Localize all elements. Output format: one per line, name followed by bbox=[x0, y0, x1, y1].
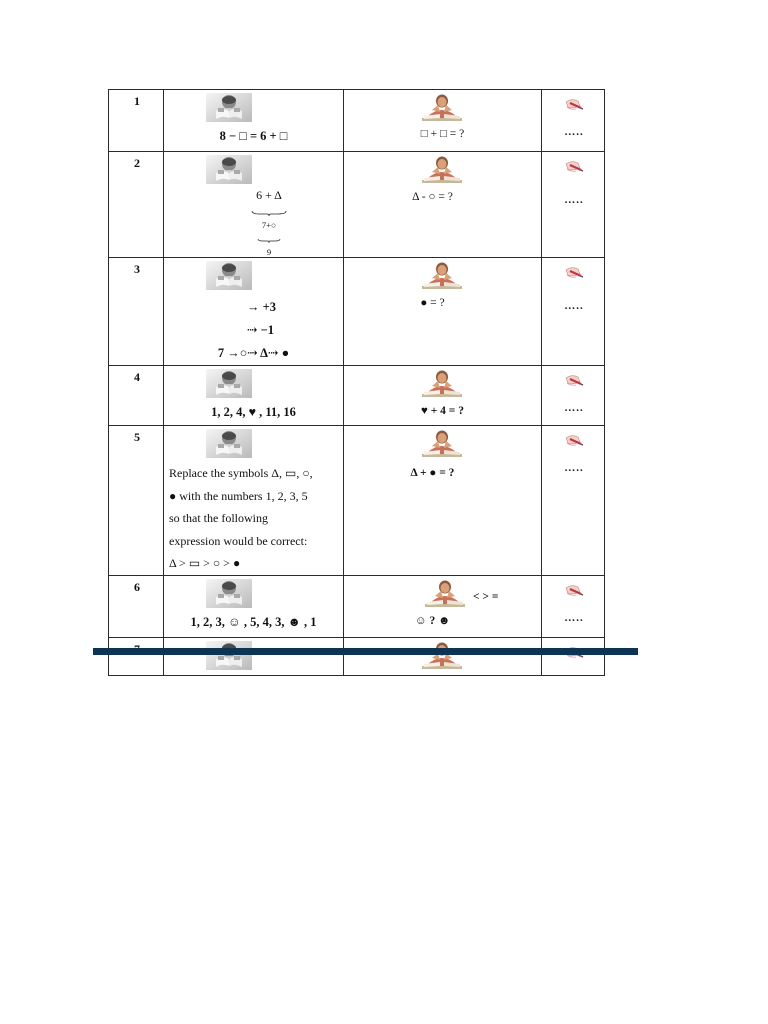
task-expression: 1, 2, 4, ♥ , 11, 16 bbox=[211, 405, 296, 419]
answer-cell[interactable] bbox=[542, 576, 605, 638]
pencil-icon bbox=[564, 98, 584, 112]
reading-child-icon bbox=[206, 93, 252, 122]
pencil-icon bbox=[564, 584, 584, 598]
task-cell bbox=[164, 90, 344, 152]
answer-blank[interactable]: ….. bbox=[564, 126, 584, 138]
chain-line: → +3 bbox=[247, 300, 276, 314]
answer-cell[interactable] bbox=[542, 426, 605, 576]
brace-top-text: 6 + Δ bbox=[256, 188, 282, 202]
row-number-cell bbox=[109, 90, 164, 152]
row-number-cell bbox=[109, 366, 164, 426]
row-number: 5 bbox=[134, 430, 140, 444]
question-cell bbox=[344, 638, 542, 676]
underbrace-icon bbox=[251, 211, 287, 216]
question-cell bbox=[344, 576, 542, 638]
answer-cell[interactable] bbox=[542, 152, 605, 258]
question-cell bbox=[344, 152, 542, 258]
task-cell bbox=[164, 638, 344, 676]
brace-sub-result: 9 bbox=[266, 247, 272, 257]
question-text: ● = ? bbox=[420, 297, 445, 309]
exercise-table bbox=[108, 89, 605, 676]
question-text-bold: ♥ + 4 = ? bbox=[421, 405, 464, 417]
task-cell bbox=[164, 366, 344, 426]
table-row bbox=[109, 366, 605, 426]
answer-cell[interactable] bbox=[542, 258, 605, 366]
brace-expression bbox=[229, 188, 309, 257]
question-cell bbox=[344, 426, 542, 576]
answer-blank[interactable]: ….. bbox=[564, 194, 584, 206]
worksheet bbox=[108, 89, 604, 650]
instruction-line: Δ > ▭ > ○ > ● bbox=[169, 556, 241, 570]
answer-blank[interactable]: ….. bbox=[564, 612, 584, 624]
pencil-icon bbox=[564, 160, 584, 174]
reading-child-icon bbox=[206, 155, 252, 184]
row-number: 6 bbox=[134, 580, 140, 594]
instruction-line: so that the following bbox=[169, 511, 268, 525]
table-row bbox=[109, 426, 605, 576]
question-cell bbox=[344, 258, 542, 366]
thinking-child-icon bbox=[420, 640, 464, 671]
table-row bbox=[109, 576, 605, 638]
instruction-line: expression would be correct: bbox=[169, 533, 308, 548]
row-number: 1 bbox=[134, 94, 140, 108]
question-text: □ + □ = ? bbox=[420, 128, 465, 140]
row-number: 4 bbox=[134, 370, 140, 384]
task-cell bbox=[164, 152, 344, 258]
comparison-signs: < > = bbox=[473, 591, 499, 603]
question-text bbox=[324, 467, 541, 479]
row-number: 3 bbox=[134, 262, 140, 276]
instruction-paragraph bbox=[164, 458, 343, 575]
thinking-child-icon bbox=[420, 260, 464, 291]
question-text-bold: ☺ ? ☻ bbox=[414, 615, 451, 627]
row-number-cell bbox=[109, 426, 164, 576]
instruction-line: ● with the numbers 1, 2, 3, 5 bbox=[169, 488, 308, 503]
chain-line: ⇢ −1 bbox=[247, 323, 274, 337]
answer-cell[interactable] bbox=[542, 90, 605, 152]
task-cell bbox=[164, 426, 344, 576]
brace-sub-text: 7+○ bbox=[261, 220, 277, 230]
footer-divider-bar bbox=[93, 648, 638, 655]
table-row bbox=[109, 258, 605, 366]
pencil-icon bbox=[564, 374, 584, 388]
task-expression: 8 − □ = 6 + □ bbox=[219, 129, 288, 143]
answer-blank[interactable]: ….. bbox=[564, 402, 584, 414]
question-cell bbox=[344, 366, 542, 426]
table-row bbox=[109, 638, 605, 676]
task-cell bbox=[164, 576, 344, 638]
reading-child-icon bbox=[206, 429, 252, 458]
row-number-cell bbox=[109, 638, 164, 676]
answer-cell[interactable] bbox=[542, 366, 605, 426]
thinking-child-icon bbox=[420, 368, 464, 399]
row-number-cell bbox=[109, 152, 164, 258]
kid-compare-group bbox=[423, 578, 541, 609]
answer-cell[interactable] bbox=[542, 638, 605, 676]
pencil-icon bbox=[564, 266, 584, 280]
question-text bbox=[324, 615, 541, 627]
table-row bbox=[109, 90, 605, 152]
row-number: 2 bbox=[134, 156, 140, 170]
thinking-child-icon bbox=[420, 154, 464, 185]
chain-line: 7 →○⇢ Δ⇢ ● bbox=[217, 346, 290, 360]
underbrace-icon bbox=[257, 239, 281, 243]
reading-child-icon bbox=[206, 369, 252, 398]
pencil-icon bbox=[564, 434, 584, 448]
arrow-chain bbox=[164, 296, 343, 365]
answer-blank[interactable]: ….. bbox=[564, 462, 584, 474]
thinking-child-icon bbox=[420, 92, 464, 123]
task-expression: 1, 2, 3, ☺ , 5, 4, 3, ☻ , 1 bbox=[190, 615, 317, 629]
reading-child-icon bbox=[206, 641, 252, 670]
row-number-cell bbox=[109, 258, 164, 366]
row-number-cell bbox=[109, 576, 164, 638]
instruction-line: Replace the symbols Δ, ▭, ○, bbox=[169, 466, 313, 480]
answer-blank[interactable]: ….. bbox=[564, 300, 584, 312]
thinking-child-icon bbox=[423, 578, 467, 609]
reading-child-icon bbox=[206, 261, 252, 290]
question-cell bbox=[344, 90, 542, 152]
table-row bbox=[109, 152, 605, 258]
task-cell bbox=[164, 258, 344, 366]
thinking-child-icon bbox=[420, 428, 464, 459]
question-text bbox=[344, 405, 541, 417]
question-text-bold: Δ + ● = ? bbox=[410, 467, 455, 479]
question-text: Δ - ○ = ? bbox=[412, 191, 453, 203]
reading-child-icon bbox=[206, 579, 252, 608]
